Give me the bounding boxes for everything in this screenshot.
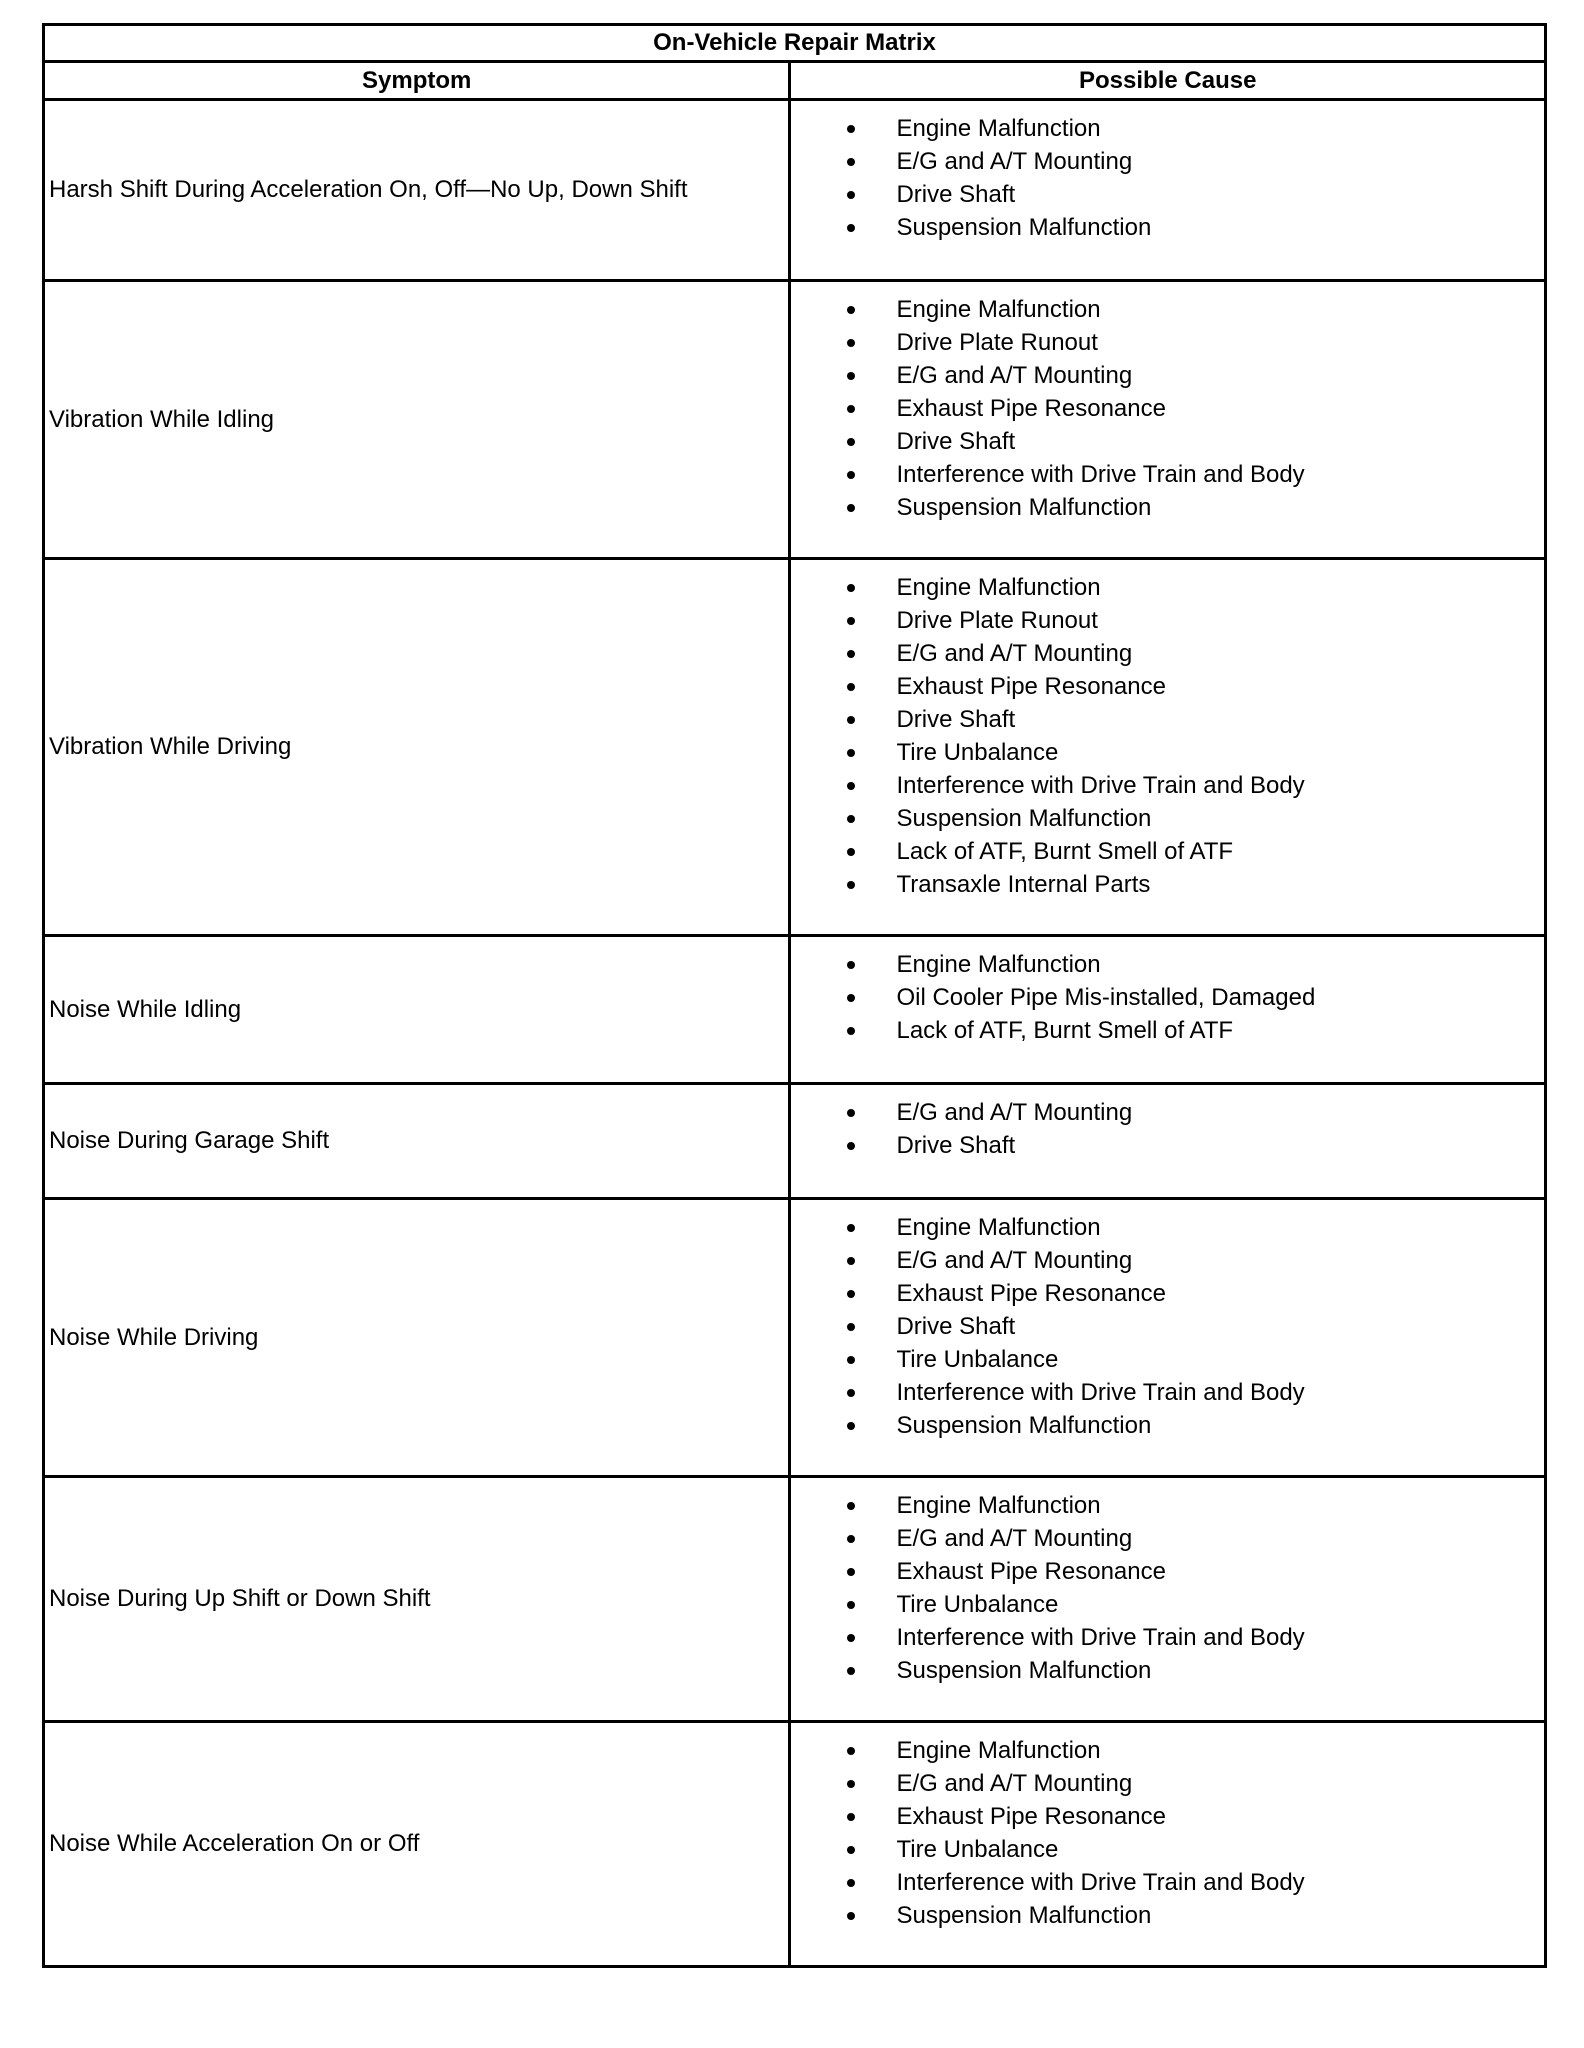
bullet-icon xyxy=(847,372,855,380)
table-row xyxy=(44,1084,1546,1199)
list-item xyxy=(791,637,1544,670)
cause-text: Suspension Malfunction xyxy=(896,1902,1152,1929)
repair-matrix-table xyxy=(42,23,1547,1968)
table-title: On-Vehicle Repair Matrix xyxy=(44,25,1546,62)
cause-text: Engine Malfunction xyxy=(896,951,1101,978)
cause-text: Drive Plate Runout xyxy=(896,607,1098,634)
bullet-icon xyxy=(847,1747,855,1755)
table-row xyxy=(44,100,1546,281)
list-item xyxy=(791,392,1544,425)
bullet-icon xyxy=(847,683,855,691)
symptom-column-header: Symptom xyxy=(44,62,790,100)
table-row xyxy=(44,1722,1546,1967)
cause-text: E/G and A/T Mounting xyxy=(896,640,1133,667)
cause-text: Drive Shaft xyxy=(896,1132,1016,1159)
cause-text: Drive Plate Runout xyxy=(896,329,1098,356)
cause-text: E/G and A/T Mounting xyxy=(896,1099,1133,1126)
list-item xyxy=(791,1129,1544,1162)
bullet-icon xyxy=(847,881,855,889)
cause-text: Exhaust Pipe Resonance xyxy=(896,1803,1166,1830)
table-row xyxy=(44,559,1546,936)
cause-text: Exhaust Pipe Resonance xyxy=(896,1558,1166,1585)
list-item xyxy=(791,425,1544,458)
list-item xyxy=(791,802,1544,835)
list-item xyxy=(791,1588,1544,1621)
list-item xyxy=(791,1343,1544,1376)
bullet-icon xyxy=(847,782,855,790)
bullet-icon xyxy=(847,1667,855,1675)
bullet-icon xyxy=(847,1257,855,1265)
bullet-icon xyxy=(847,1027,855,1035)
list-item xyxy=(791,1244,1544,1277)
bullet-icon xyxy=(847,504,855,512)
cause-text: E/G and A/T Mounting xyxy=(896,362,1133,389)
list-item xyxy=(791,1014,1544,1047)
table-row xyxy=(44,281,1546,559)
bullet-icon xyxy=(847,1780,855,1788)
list-item xyxy=(791,981,1544,1014)
bullet-icon xyxy=(847,158,855,166)
cause-list xyxy=(791,571,1544,901)
symptom-cell: Noise While Idling xyxy=(44,936,790,1084)
list-item xyxy=(791,1522,1544,1555)
cause-text: Interference with Drive Train and Body xyxy=(896,772,1305,799)
list-item xyxy=(791,145,1544,178)
bullet-icon xyxy=(847,650,855,658)
list-item xyxy=(791,703,1544,736)
cause-list xyxy=(791,948,1544,1047)
bullet-icon xyxy=(847,1142,855,1150)
list-item xyxy=(791,1654,1544,1687)
list-item xyxy=(791,1866,1544,1899)
list-item xyxy=(791,359,1544,392)
bullet-icon xyxy=(847,1634,855,1642)
possible-cause-cell xyxy=(790,1722,1546,1967)
bullet-icon xyxy=(847,994,855,1002)
bullet-icon xyxy=(847,1502,855,1510)
cause-text: E/G and A/T Mounting xyxy=(896,1247,1133,1274)
list-item xyxy=(791,571,1544,604)
cause-text: Suspension Malfunction xyxy=(896,494,1152,521)
possible-cause-cell xyxy=(790,281,1546,559)
cause-text: Interference with Drive Train and Body xyxy=(896,1624,1305,1651)
cause-text: Lack of ATF, Burnt Smell of ATF xyxy=(896,1017,1234,1044)
cause-list xyxy=(791,1096,1544,1162)
list-item xyxy=(791,293,1544,326)
list-item xyxy=(791,112,1544,145)
bullet-icon xyxy=(847,584,855,592)
cause-list xyxy=(791,1211,1544,1442)
cause-text: E/G and A/T Mounting xyxy=(896,1525,1133,1552)
cause-list xyxy=(791,293,1544,524)
cause-text: Engine Malfunction xyxy=(896,574,1101,601)
list-item xyxy=(791,1899,1544,1932)
cause-text: Interference with Drive Train and Body xyxy=(896,461,1305,488)
possible-cause-cell xyxy=(790,1199,1546,1477)
bullet-icon xyxy=(847,1535,855,1543)
cause-text: Suspension Malfunction xyxy=(896,1657,1152,1684)
list-item xyxy=(791,211,1544,244)
cause-text: Interference with Drive Train and Body xyxy=(896,1379,1305,1406)
cause-text: Tire Unbalance xyxy=(896,739,1059,766)
bullet-icon xyxy=(847,1879,855,1887)
symptom-cell: Noise While Driving xyxy=(44,1199,790,1477)
list-item xyxy=(791,458,1544,491)
bullet-icon xyxy=(847,1224,855,1232)
cause-text: Suspension Malfunction xyxy=(896,214,1152,241)
possible-cause-cell xyxy=(790,100,1546,281)
cause-text: Drive Shaft xyxy=(896,706,1016,733)
cause-text: Engine Malfunction xyxy=(896,296,1101,323)
table-header-row xyxy=(44,62,1546,100)
cause-text: Engine Malfunction xyxy=(896,1737,1101,1764)
list-item xyxy=(791,835,1544,868)
list-item xyxy=(791,868,1544,901)
list-item xyxy=(791,1489,1544,1522)
cause-text: Exhaust Pipe Resonance xyxy=(896,673,1166,700)
cause-text: Tire Unbalance xyxy=(896,1346,1059,1373)
list-item xyxy=(791,1833,1544,1866)
cause-text: Exhaust Pipe Resonance xyxy=(896,395,1166,422)
cause-text: Suspension Malfunction xyxy=(896,805,1152,832)
list-item xyxy=(791,1409,1544,1442)
cause-text: E/G and A/T Mounting xyxy=(896,148,1133,175)
list-item xyxy=(791,178,1544,211)
symptom-cell: Vibration While Driving xyxy=(44,559,790,936)
possible-cause-cell xyxy=(790,1477,1546,1722)
cause-text: Transaxle Internal Parts xyxy=(896,871,1151,898)
bullet-icon xyxy=(847,815,855,823)
list-item xyxy=(791,948,1544,981)
cause-text: E/G and A/T Mounting xyxy=(896,1770,1133,1797)
cause-text: Engine Malfunction xyxy=(896,1214,1101,1241)
bullet-icon xyxy=(847,306,855,314)
bullet-icon xyxy=(847,339,855,347)
list-item xyxy=(791,1376,1544,1409)
cause-text: Exhaust Pipe Resonance xyxy=(896,1280,1166,1307)
bullet-icon xyxy=(847,1813,855,1821)
bullet-icon xyxy=(847,617,855,625)
table-row xyxy=(44,1199,1546,1477)
list-item xyxy=(791,1211,1544,1244)
cause-text: Engine Malfunction xyxy=(896,115,1101,142)
list-item xyxy=(791,1800,1544,1833)
bullet-icon xyxy=(847,1601,855,1609)
symptom-cell: Noise During Garage Shift xyxy=(44,1084,790,1199)
bullet-icon xyxy=(847,1323,855,1331)
bullet-icon xyxy=(847,224,855,232)
bullet-icon xyxy=(847,749,855,757)
cause-text: Suspension Malfunction xyxy=(896,1412,1152,1439)
bullet-icon xyxy=(847,1109,855,1117)
list-item xyxy=(791,670,1544,703)
bullet-icon xyxy=(847,716,855,724)
symptom-cell: Noise While Acceleration On or Off xyxy=(44,1722,790,1967)
list-item xyxy=(791,736,1544,769)
cause-text: Oil Cooler Pipe Mis-installed, Damaged xyxy=(896,984,1316,1011)
symptom-cell: Harsh Shift During Acceleration On, Off—No Up, Down Shift xyxy=(44,100,790,281)
bullet-icon xyxy=(847,405,855,413)
list-item xyxy=(791,1621,1544,1654)
table-title-row xyxy=(44,25,1546,62)
list-item xyxy=(791,326,1544,359)
bullet-icon xyxy=(847,471,855,479)
cause-text: Engine Malfunction xyxy=(896,1492,1101,1519)
cause-text: Drive Shaft xyxy=(896,1313,1016,1340)
cause-text: Interference with Drive Train and Body xyxy=(896,1869,1305,1896)
bullet-icon xyxy=(847,1356,855,1364)
cause-text: Drive Shaft xyxy=(896,428,1016,455)
bullet-icon xyxy=(847,848,855,856)
bullet-icon xyxy=(847,961,855,969)
list-item xyxy=(791,1096,1544,1129)
symptom-cell: Noise During Up Shift or Down Shift xyxy=(44,1477,790,1722)
bullet-icon xyxy=(847,1389,855,1397)
bullet-icon xyxy=(847,191,855,199)
list-item xyxy=(791,1734,1544,1767)
list-item xyxy=(791,491,1544,524)
list-item xyxy=(791,1767,1544,1800)
list-item xyxy=(791,1277,1544,1310)
cause-text: Drive Shaft xyxy=(896,181,1016,208)
possible-cause-cell xyxy=(790,1084,1546,1199)
table-body xyxy=(44,100,1546,1967)
list-item xyxy=(791,769,1544,802)
list-item xyxy=(791,1555,1544,1588)
cause-text: Tire Unbalance xyxy=(896,1836,1059,1863)
bullet-icon xyxy=(847,1422,855,1430)
list-item xyxy=(791,604,1544,637)
cause-list xyxy=(791,112,1544,244)
bullet-icon xyxy=(847,438,855,446)
possible-cause-column-header: Possible Cause xyxy=(790,62,1546,100)
bullet-icon xyxy=(847,1568,855,1576)
possible-cause-cell xyxy=(790,559,1546,936)
cause-text: Tire Unbalance xyxy=(896,1591,1059,1618)
cause-text: Lack of ATF, Burnt Smell of ATF xyxy=(896,838,1234,865)
bullet-icon xyxy=(847,1912,855,1920)
cause-list xyxy=(791,1734,1544,1932)
bullet-icon xyxy=(847,125,855,133)
possible-cause-cell xyxy=(790,936,1546,1084)
table-row xyxy=(44,936,1546,1084)
bullet-icon xyxy=(847,1290,855,1298)
symptom-cell: Vibration While Idling xyxy=(44,281,790,559)
table-row xyxy=(44,1477,1546,1722)
cause-list xyxy=(791,1489,1544,1687)
list-item xyxy=(791,1310,1544,1343)
bullet-icon xyxy=(847,1846,855,1854)
